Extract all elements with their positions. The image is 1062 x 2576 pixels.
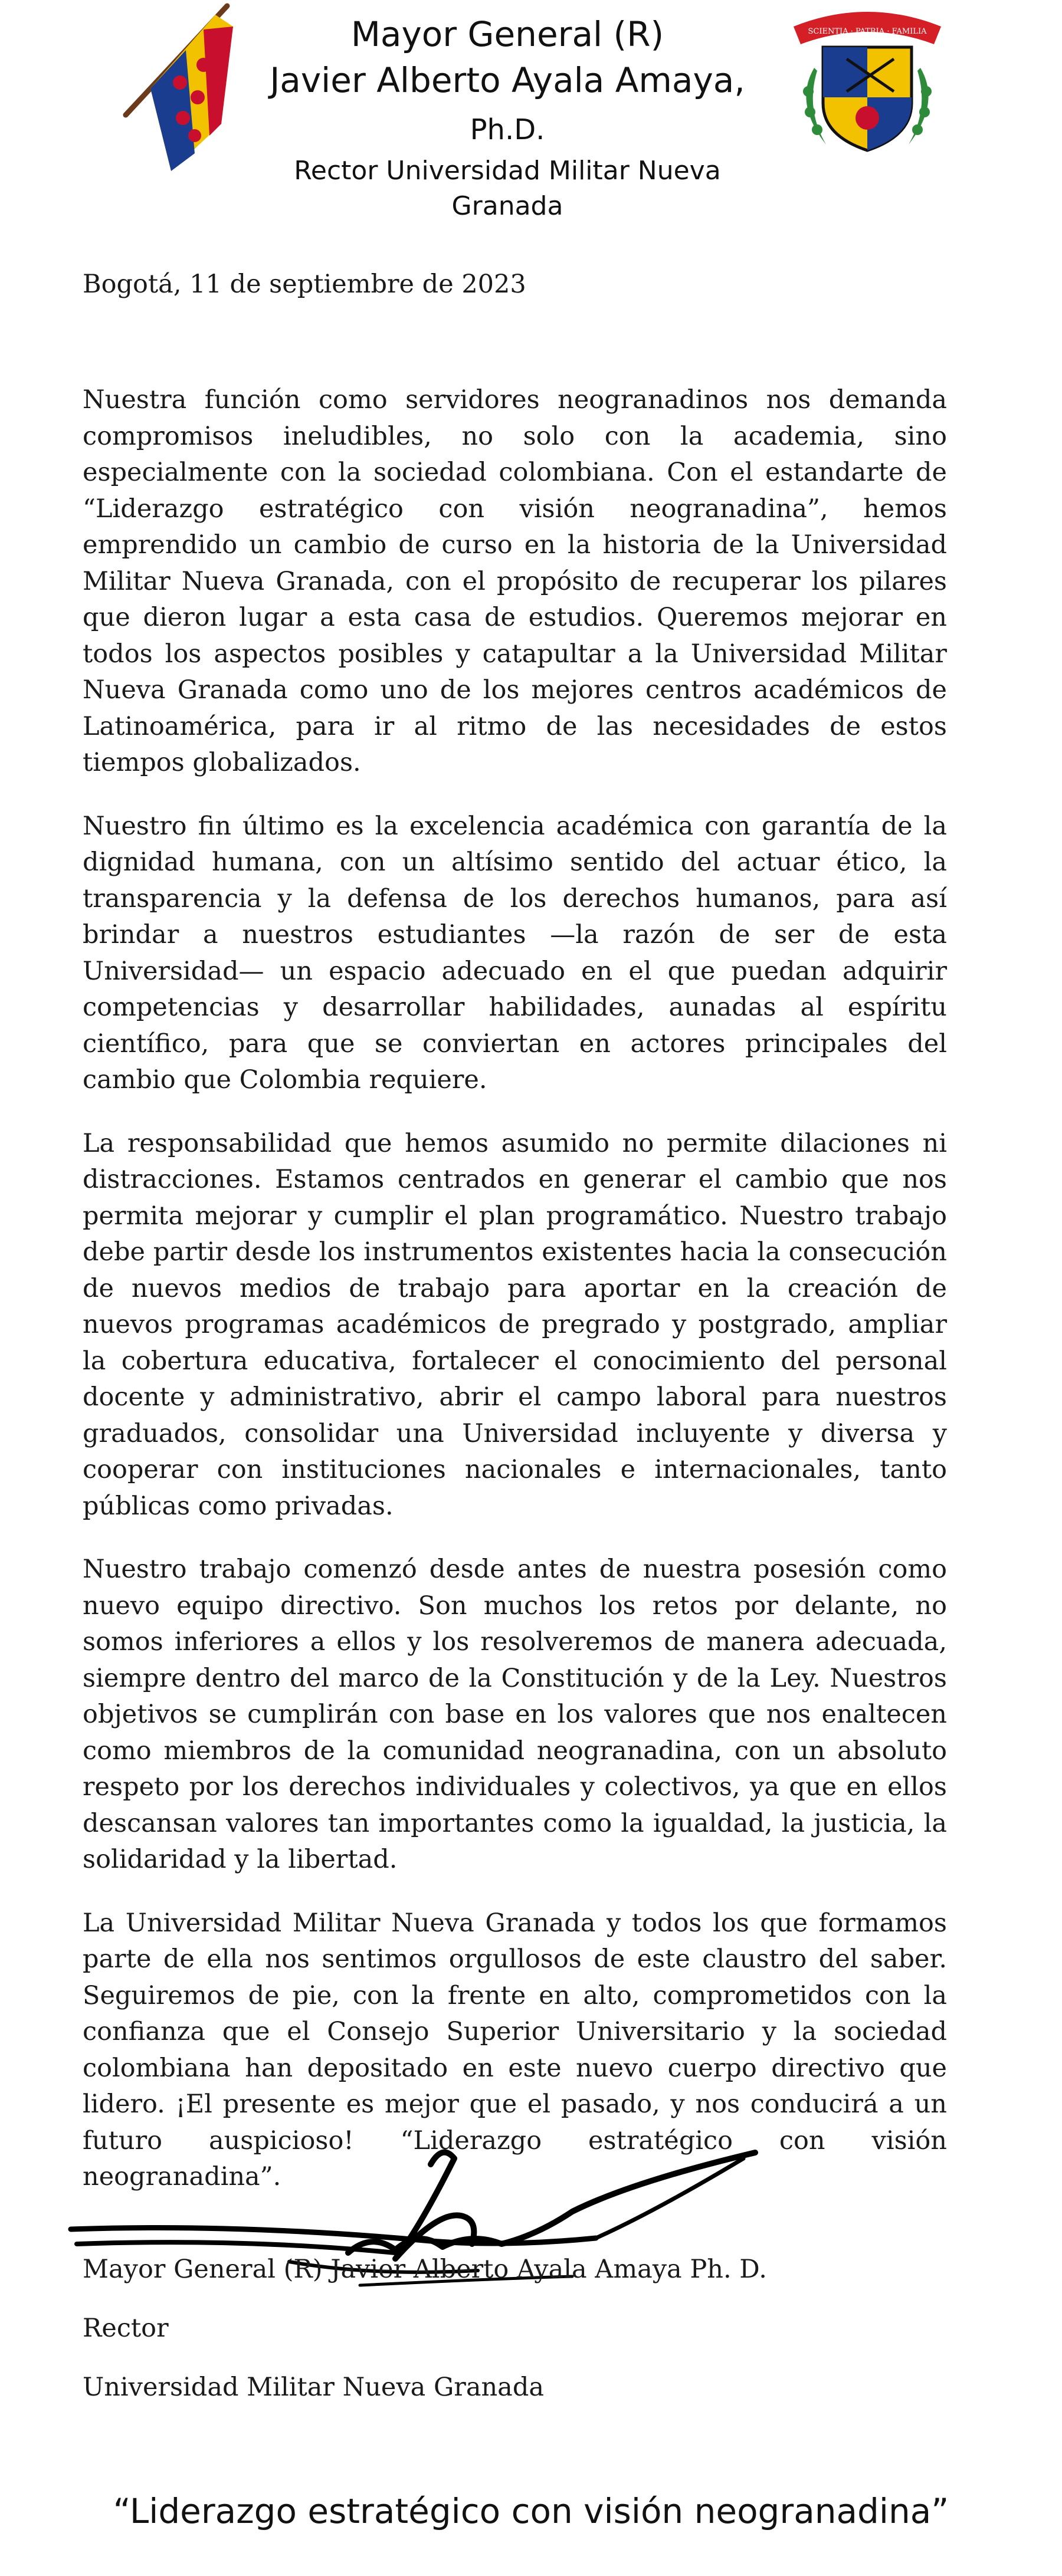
signature-block xyxy=(83,2252,767,2429)
shield-motto: SCIENTIA · PATRIA · FAMILIA xyxy=(808,27,927,36)
letterhead-text xyxy=(236,12,779,224)
letter-paragraph: La responsabilidad que hemos asumido no permite dilaciones ni distracciones. Estamos centrados en generar el cambio que nos permita mejorar y cumplir el plan programático. Nuestro trabajo debe partir desde los instrumentos existentes hacia la consecución de nuevos medios de trabajo para aportar en la creación de nuevos programas académicos de pregrado y postgrado, ampliar la cobertura educativa, fortalecer el conocimiento del personal docente y administrativo, abrir el campo laboral para nuestros graduados, consolidar una Universidad incluyente y diversa y cooperar con instituciones nacionales e internacionales, tanto públicas como privadas. xyxy=(83,1128,947,1521)
signatory-title: Rector xyxy=(83,2314,169,2343)
university-flag-icon xyxy=(115,0,233,177)
sender-name: Javier Alberto Ayala Amaya, xyxy=(270,60,745,100)
letter-paragraph: Nuestro trabajo comenzó desde antes de nuestra posesión como nuevo equipo directivo. Son muchos los retos por delante, no somos inferiores a ellos y los resolveremos de manera adecuada, siempre dentro del marco de la Constitución y de la Ley. Nuestros objetivos se cumplirán con base en los valores que nos enaltecen como miembros de la comunidad neogranadina, con un absoluto respeto por los derechos individuales y colectivos, ya que en ellos descansan valores tan importantes como la igualdad, la justicia, la solidaridad y la libertad. xyxy=(83,1555,947,1874)
letterhead xyxy=(0,0,1062,221)
letter-paragraph: Nuestra función como servidores neogranadinos nos demanda compromisos ineludibles, no solo con la academia, sino especialmente con la sociedad colombiana. Con el estandarte de “Liderazgo estratégico con visión neogranadina”, hemos emprendido un cambio de curso en la historia de la Universidad Militar Nueva Granada, con el propósito de recuperar los pilares que dieron lugar a esta casa de estudios. Queremos mejorar en todos los aspectos posibles y catapultar a la Universidad Militar Nueva Granada como uno de los mejores centros académicos de Latinoamérica, para ir al ritmo de las necesidades de estos tiempos globalizados. xyxy=(83,385,947,777)
letter-body xyxy=(83,382,947,2223)
letter-paragraph: Nuestro fin último es la excelencia académica con garantía de la dignidad humana, con un altísimo sentido del actuar ético, la transparencia y la defensa de los derechos humanos, para así brindar a nuestros estudiantes —la razón de ser de esta Universidad— un espacio adecuado en el que puedan adquirir competencias y desarrollar habilidades, aunadas al espíritu científico, para que se conviertan en actores principales del cambio que Colombia requiere. xyxy=(83,811,947,1095)
signatory-institution: Universidad Militar Nueva Granada xyxy=(83,2373,544,2402)
signatory-name: Mayor General (R) Javier Alberto Ayala Amaya Ph. D. xyxy=(83,2255,767,2284)
sender-role: Rector Universidad Militar Nueva Granada xyxy=(294,156,721,221)
footer-slogan: “Liderazgo estratégico con visión neogranadina” xyxy=(113,2491,949,2531)
sender-degree: Ph.D. xyxy=(470,113,545,146)
university-shield-icon xyxy=(782,3,953,165)
sender-rank: Mayor General (R) xyxy=(350,14,664,54)
sender-name-line xyxy=(236,57,779,153)
letter-paragraph: La Universidad Militar Nueva Granada y todos los que formamos parte de ella nos sentimos orgullosos de este claustro del saber. Seguiremos de pie, con la frente en alto, comprometidos con la confianza que el Consejo Superior Universitario y la sociedad colombiana han depositado en este nuevo cuerpo directivo que lidero. ¡El presente es mejor que el pasado, y nos conducirá a un futuro auspicioso! “Liderazgo estratégico con visión neogranadina”. xyxy=(83,1908,947,2191)
letter-date: Bogotá, 11 de septiembre de 2023 xyxy=(83,270,526,299)
